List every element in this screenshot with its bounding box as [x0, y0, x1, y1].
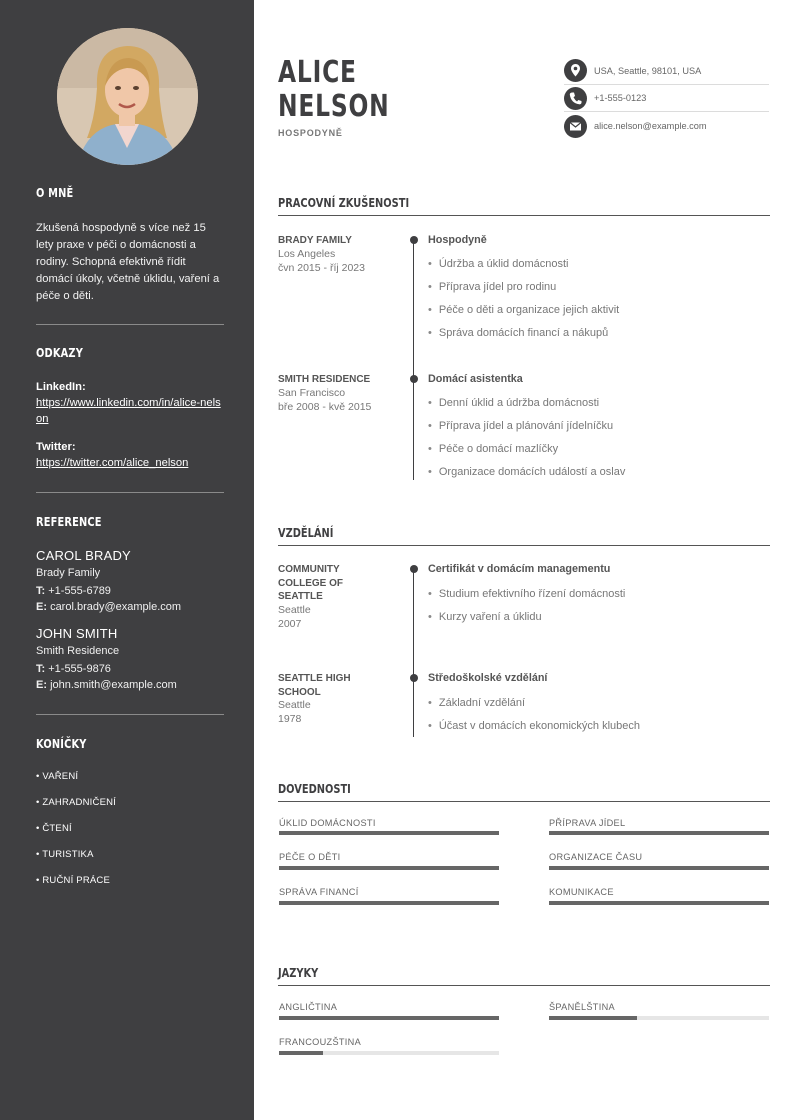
hobby-item: • ČTENÍ [36, 823, 72, 834]
duty-item: • Příprava jídel pro rodinu [428, 281, 556, 293]
duty-item: • Péče o domácí mazlíčky [428, 443, 558, 455]
skill-bar-fill [549, 866, 769, 870]
language-bar [279, 1051, 499, 1055]
reference-phone [36, 585, 111, 597]
timeline-dot [410, 674, 418, 682]
hobby-item: • ZAHRADNIČENÍ [36, 797, 117, 808]
skill-label: PÉČE O DĚTI [279, 852, 341, 862]
skill-bar-fill [279, 831, 499, 835]
education-heading: VZDĚLÁNÍ [278, 526, 334, 540]
sidebar-divider [36, 492, 224, 493]
school-name-line: COLLEGE OF [278, 577, 343, 589]
skill-bar [549, 901, 769, 905]
language-label: ŠPANĚLŠTINA [549, 1002, 615, 1012]
about-text: Zkušená hospodyně s více než 15 lety praxe v péči o domácnosti a rodiny. Schopná efektivně řídit domácí úkoly, včetně úklidu, vaření a péče o děti. [36, 222, 220, 302]
profile-photo [57, 28, 198, 165]
skills-heading: DOVEDNOSTI [278, 782, 351, 796]
employment-dates: bře 2008 - kvě 2015 [278, 401, 372, 413]
linkedin-link[interactable]: https://www.linkedin.com/in/alice-nelson [36, 397, 221, 425]
education-item: • Účast v domácích ekonomických klubech [428, 720, 640, 732]
skill-bar-fill [549, 901, 769, 905]
skill-label: KOMUNIKACE [549, 887, 614, 897]
sidebar [0, 0, 254, 1120]
email-value: john.smith@example.com [50, 679, 177, 691]
education-item: • Základní vzdělání [428, 697, 525, 709]
timeline-line [413, 240, 414, 480]
timeline-dot [410, 565, 418, 573]
section-rule [278, 215, 770, 216]
duty-item: • Organizace domácích událostí a oslav [428, 466, 625, 478]
address-text: USA, Seattle, 98101, USA [594, 66, 702, 76]
portrait-image [57, 28, 198, 165]
skill-bar [549, 866, 769, 870]
language-label: ANGLIČTINA [279, 1002, 338, 1012]
duty-item: • Údržba a úklid domácnosti [428, 258, 568, 270]
language-label: FRANCOUZŠTINA [279, 1037, 361, 1047]
phone-label: T: [36, 585, 46, 597]
language-bar-fill [279, 1016, 499, 1020]
school-name-line: SEATTLE [278, 591, 323, 602]
reference-phone [36, 663, 111, 675]
school-location: Seattle [278, 604, 311, 616]
about-heading: O MNĚ [36, 186, 74, 200]
contact-divider [564, 111, 769, 112]
language-bar-fill [549, 1016, 637, 1020]
hobby-item: • TURISTIKA [36, 849, 94, 860]
experience-heading: PRACOVNÍ ZKUŠENOSTI [278, 196, 410, 210]
reference-name: JOHN SMITH [36, 626, 118, 641]
phone-text: +1-555-0123 [594, 93, 647, 103]
employer-name: BRADY FAMILY [278, 235, 352, 246]
email-text[interactable]: alice.nelson@example.com [594, 121, 707, 131]
employer-location: Los Angeles [278, 248, 336, 260]
degree-title: Certifikát v domácím managementu [428, 563, 611, 575]
email-icon [564, 115, 587, 138]
skill-label: ORGANIZACE ČASU [549, 852, 643, 862]
skill-bar-fill [549, 831, 769, 835]
school-name [278, 563, 398, 604]
twitter-label: Twitter: [36, 441, 76, 453]
email-value: carol.brady@example.com [50, 601, 182, 613]
email-label: E: [36, 679, 47, 691]
sidebar-divider [36, 714, 224, 715]
skill-bar-fill [279, 901, 499, 905]
degree-title: Středoškolské vzdělání [428, 672, 548, 684]
education-item: • Studium efektivního řízení domácnosti [428, 588, 625, 600]
education-item: • Kurzy vaření a úklidu [428, 611, 542, 623]
first-name: ALICE [278, 55, 357, 90]
duty-item: • Péče o děti a organizace jejich aktivit [428, 304, 619, 316]
section-rule [278, 985, 770, 986]
reference-company: Brady Family [36, 567, 101, 579]
duty-item: • Správa domácích financí a nákupů [428, 327, 608, 339]
section-rule [278, 545, 770, 546]
language-bar-fill [279, 1051, 323, 1055]
duty-item: • Denní úklid a údržba domácnosti [428, 397, 599, 409]
timeline-line [413, 569, 414, 737]
phone-icon [564, 87, 587, 110]
school-name [278, 672, 398, 699]
timeline-dot [410, 375, 418, 383]
school-name-line: COMMUNITY [278, 564, 340, 575]
hobby-item: • RUČNÍ PRÁCE [36, 875, 111, 886]
phone-label: T: [36, 663, 46, 675]
employment-dates: čvn 2015 - říj 2023 [278, 262, 365, 274]
skill-bar [279, 901, 499, 905]
hobby-item: • VAŘENÍ [36, 771, 79, 782]
skill-bar-fill [279, 866, 499, 870]
language-bar [279, 1016, 499, 1020]
duty-item: • Příprava jídel a plánování jídelníčku [428, 420, 613, 432]
skill-bar [549, 831, 769, 835]
location-icon [564, 59, 587, 82]
hobbies-heading: KONÍČKY [36, 737, 87, 751]
employer-name: SMITH RESIDENCE [278, 374, 371, 385]
school-year: 1978 [278, 713, 302, 725]
job-role: HOSPODYNĚ [278, 128, 343, 138]
school-location: Seattle [278, 699, 311, 711]
employer-location: San Francisco [278, 387, 346, 399]
school-year: 2007 [278, 618, 302, 630]
job-title: Hospodyně [428, 234, 487, 246]
reference-email [36, 601, 181, 613]
phone-value: +1-555-6789 [48, 585, 111, 597]
skill-label: PŘÍPRAVA JÍDEL [549, 818, 626, 828]
links-heading: ODKAZY [36, 346, 84, 360]
skill-label: ÚKLID DOMÁCNOSTI [279, 818, 376, 828]
skill-bar [279, 831, 499, 835]
twitter-link[interactable]: https://twitter.com/alice_nelson [36, 457, 189, 469]
phone-value: +1-555-9876 [48, 663, 111, 675]
skill-bar [279, 866, 499, 870]
reference-email [36, 679, 177, 691]
section-rule [278, 801, 770, 802]
languages-heading: JAZYKY [278, 966, 319, 980]
linkedin-label: LinkedIn: [36, 381, 86, 393]
last-name: NELSON [278, 89, 390, 124]
job-title: Domácí asistentka [428, 373, 523, 385]
school-name-line: SEATTLE HIGH [278, 673, 351, 684]
timeline-dot [410, 236, 418, 244]
reference-name: CAROL BRADY [36, 548, 131, 563]
sidebar-divider [36, 324, 224, 325]
contact-divider [564, 84, 769, 85]
references-heading: REFERENCE [36, 515, 102, 529]
school-name-line: SCHOOL [278, 686, 321, 698]
skill-label: SPRÁVA FINANCÍ [279, 887, 359, 897]
email-label: E: [36, 601, 47, 613]
reference-company: Smith Residence [36, 645, 120, 657]
language-bar [549, 1016, 769, 1020]
